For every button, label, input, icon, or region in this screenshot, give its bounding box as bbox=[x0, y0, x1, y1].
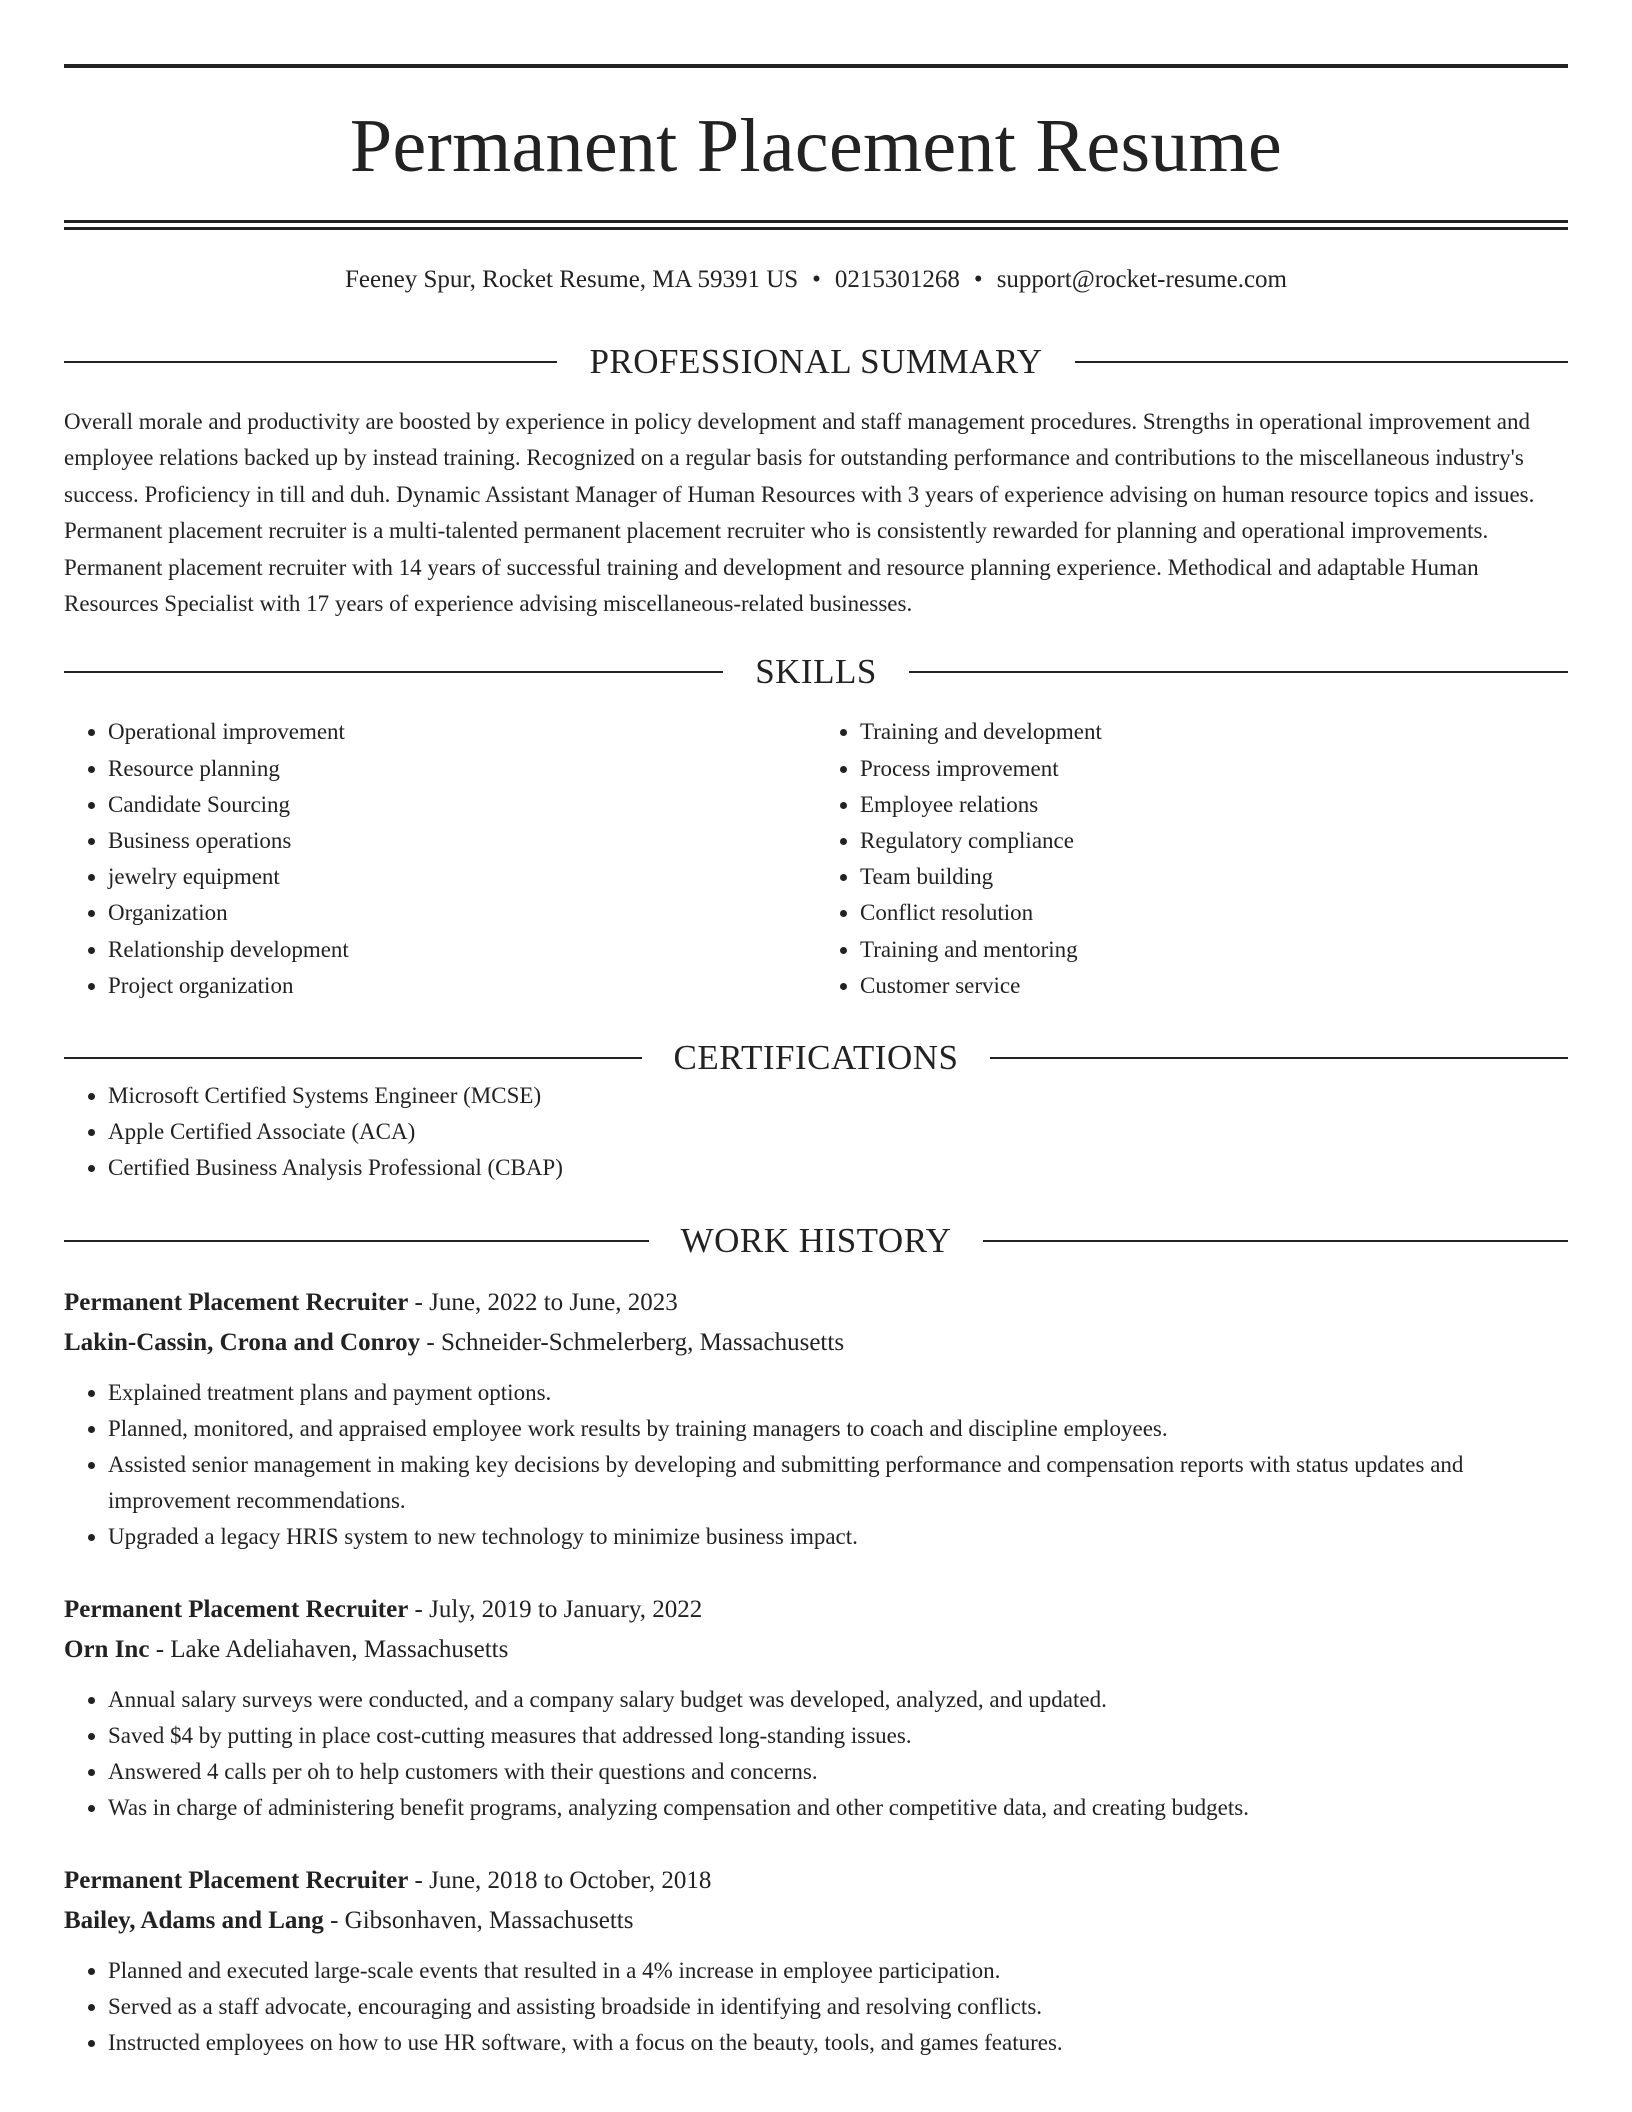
list-item: • Annual salary surveys were conducted, and a company salary budget was developed, analyzed, and updated. bbox=[108, 1682, 1568, 1718]
job-title-line bbox=[64, 1590, 1568, 1630]
job-dates: - June, 2022 to June, 2023 bbox=[408, 1288, 678, 1316]
list-item: • Assisted senior management in making key decisions by developing and submitting performance and compensation reports with status updates and improvement recommendations. bbox=[108, 1447, 1568, 1519]
list-item: • Conflict resolution bbox=[860, 895, 1568, 931]
job-dates: - July, 2019 to January, 2022 bbox=[408, 1595, 703, 1623]
list-item: • jewelry equipment bbox=[108, 859, 816, 895]
job-entry bbox=[64, 1590, 1568, 1827]
job-title-line bbox=[64, 1861, 1568, 1901]
job-location: - Gibsonhaven, Massachusetts bbox=[323, 1906, 634, 1934]
job-location: - Schneider-Schmelerberg, Massachusetts bbox=[420, 1328, 845, 1356]
list-item: • Instructed employees on how to use HR software, with a focus on the beauty, tools, and games features. bbox=[108, 2025, 1568, 2061]
resume-page bbox=[64, 64, 1568, 2061]
summary-section-heading bbox=[64, 342, 1568, 382]
job-duties-list bbox=[64, 1682, 1568, 1827]
heading-rule-left bbox=[64, 1057, 642, 1059]
skills-list-left bbox=[64, 714, 816, 1004]
list-item: • Apple Certified Associate (ACA) bbox=[108, 1114, 1568, 1150]
list-item: • Training and development bbox=[860, 714, 1568, 750]
job-title: Permanent Placement Recruiter bbox=[64, 1866, 409, 1894]
summary-heading-label: PROFESSIONAL SUMMARY bbox=[589, 342, 1043, 381]
heading-rule-right bbox=[983, 1240, 1568, 1242]
certifications-list bbox=[64, 1078, 1568, 1187]
resume-title: Permanent Placement Resume bbox=[349, 104, 1283, 188]
contact-address: Feeney Spur, Rocket Resume, MA 59391 US bbox=[345, 266, 799, 293]
contact-line bbox=[64, 264, 1568, 296]
job-duties-list bbox=[64, 1953, 1568, 2062]
contact-email: support@rocket-resume.com bbox=[996, 266, 1287, 293]
work-history-heading-label: WORK HISTORY bbox=[680, 1220, 952, 1260]
list-item: • Planned and executed large-scale events that resulted in a 4% increase in employee participation. bbox=[108, 1953, 1568, 1989]
job-company-line bbox=[64, 1901, 1568, 1941]
list-item: • Relationship development bbox=[108, 932, 816, 968]
job-title-line bbox=[64, 1283, 1568, 1323]
work-history-list bbox=[64, 1283, 1568, 2061]
list-item: • Team building bbox=[860, 859, 1568, 895]
skills-heading-label: SKILLS bbox=[755, 652, 877, 692]
job-duties-list bbox=[64, 1375, 1568, 1556]
list-item: • Saved $4 by putting in place cost-cutting measures that addressed long-standing issues. bbox=[108, 1718, 1568, 1754]
list-item: • Certified Business Analysis Professional (CBAP) bbox=[108, 1150, 1568, 1186]
job-title: Permanent Placement Recruiter bbox=[64, 1288, 409, 1316]
heading-rule-right bbox=[990, 1057, 1568, 1059]
list-item: • Business operations bbox=[108, 823, 816, 859]
list-item: • Customer service bbox=[860, 968, 1568, 1004]
list-item: • Employee relations bbox=[860, 787, 1568, 823]
job-company-line bbox=[64, 1630, 1568, 1670]
job-entry bbox=[64, 1283, 1568, 1556]
list-item: • Was in charge of administering benefit programs, analyzing compensation and other competitive data, and creating budgets. bbox=[108, 1790, 1568, 1826]
job-dates: - June, 2018 to October, 2018 bbox=[408, 1866, 712, 1894]
skills-section-heading bbox=[64, 652, 1568, 692]
list-item: • Regulatory compliance bbox=[860, 823, 1568, 859]
list-item: • Organization bbox=[108, 895, 816, 931]
heading-rule-left bbox=[64, 1240, 649, 1242]
certifications-section-heading bbox=[64, 1038, 1568, 1078]
job-company: Lakin-Cassin, Crona and Conroy bbox=[64, 1328, 421, 1356]
list-item: • Planned, monitored, and appraised employee work results by training managers to coach and discipline employees. bbox=[108, 1411, 1568, 1447]
skills-list-right bbox=[816, 714, 1568, 1004]
list-item: • Answered 4 calls per oh to help customers with their questions and concerns. bbox=[108, 1754, 1568, 1790]
list-item: • Upgraded a legacy HRIS system to new technology to minimize business impact. bbox=[108, 1519, 1568, 1555]
heading-rule-right bbox=[909, 671, 1568, 673]
header-double-rule bbox=[64, 220, 1568, 230]
certifications-heading-label: CERTIFICATIONS bbox=[673, 1038, 959, 1078]
list-item: • Explained treatment plans and payment options. bbox=[108, 1375, 1568, 1411]
job-company: Bailey, Adams and Lang bbox=[64, 1906, 324, 1934]
job-company: Orn Inc bbox=[64, 1635, 150, 1663]
skills-columns bbox=[64, 714, 1568, 1004]
list-item: • Project organization bbox=[108, 968, 816, 1004]
work-history-section-heading bbox=[64, 1221, 1568, 1261]
professional-summary-text: Overall morale and productivity are boosted by experience in policy development and staff management procedures. Strengths in operational improvement and employee relations backed up by instead training. Recognized on a regular basis for outstanding performance and contributions to the miscellaneous industry's success. Proficiency in till and duh. Dynamic Assistant Manager of Human Resources with 3 years of experience advising on human resource topics and issues. Permanent placement recruiter is a multi-talented permanent placement recruiter who is consistently rewarded for planning and operational improvements. Permanent placement recruiter with 14 years of successful training and development and resource planning experience. Methodical and adaptable Human Resources Specialist with 17 years of experience advising miscellaneous-related businesses. bbox=[64, 409, 1535, 617]
heading-rule-left bbox=[64, 361, 557, 363]
list-item: • Microsoft Certified Systems Engineer (MCSE) bbox=[108, 1078, 1568, 1114]
list-item: • Operational improvement bbox=[108, 714, 816, 750]
header-top-rule bbox=[64, 64, 1568, 68]
contact-phone: 0215301268 bbox=[834, 266, 960, 293]
list-item: • Served as a staff advocate, encouraging and assisting broadside in identifying and resolving conflicts. bbox=[108, 1989, 1568, 2025]
contact-separator: • bbox=[973, 266, 983, 293]
list-item: • Training and mentoring bbox=[860, 932, 1568, 968]
job-title: Permanent Placement Recruiter bbox=[64, 1595, 409, 1623]
contact-separator: • bbox=[812, 266, 821, 293]
heading-rule-left bbox=[64, 671, 723, 673]
job-location: - Lake Adeliahaven, Massachusetts bbox=[149, 1635, 509, 1663]
list-item: • Process improvement bbox=[860, 751, 1568, 787]
list-item: • Candidate Sourcing bbox=[108, 787, 816, 823]
list-item: • Resource planning bbox=[108, 751, 816, 787]
job-company-line bbox=[64, 1323, 1568, 1363]
job-entry bbox=[64, 1861, 1568, 2062]
heading-rule-right bbox=[1075, 361, 1568, 363]
